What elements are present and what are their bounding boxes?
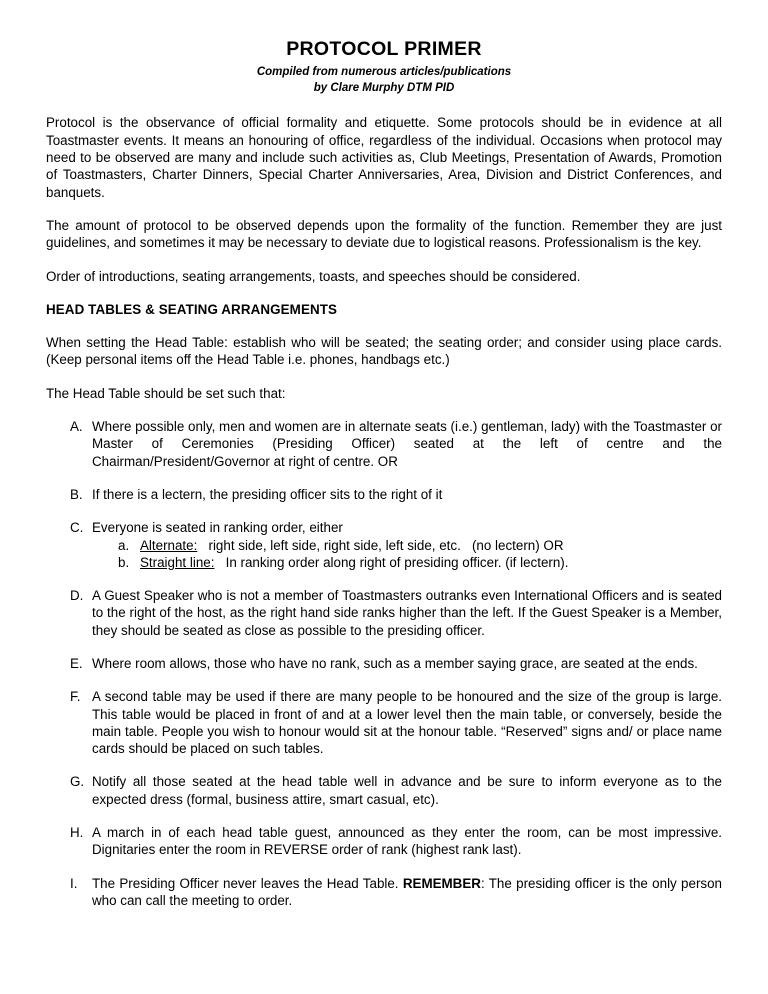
list-item-marker: H.	[70, 825, 84, 841]
document-title: PROTOCOL PRIMER	[286, 38, 482, 60]
list-item-text: Notify all those seated at the head table well in advance and be sure to inform everyone as to the expected dress (formal, business attire, smart casual, etc).	[92, 774, 722, 807]
list-item-text: Everyone is seated in ranking order, either	[92, 520, 343, 536]
list-item-marker: A.	[70, 419, 83, 435]
list-item-text-after: : The presiding officer is the only person who can call the meeting to order.	[92, 875, 722, 908]
sub-list-item-text: In ranking order along right of presiding officer. (if lectern).	[214, 554, 569, 570]
list-item	[46, 875, 722, 910]
list-item	[46, 418, 722, 470]
list-item-text: A Guest Speaker who is not a member of Toastmasters outranks even International Officers and is seated to the right of the host, as the right hand side ranks higher than the left. If the Guest Speaker is a Member, they should be seated as close as possible to the presiding officer.	[92, 588, 722, 638]
paragraph-order-of-introductions: Order of introductions, seating arrangements, toasts, and speeches should be considered.	[46, 268, 581, 284]
sub-list	[92, 537, 722, 572]
sub-list-item-label: Alternate:	[140, 537, 198, 553]
list-item-text: Where room allows, those who have no rank, such as a member saying grace, are seated at the ends.	[92, 655, 698, 671]
list-item	[46, 773, 722, 808]
list-item-marker: F.	[70, 689, 81, 705]
sub-list-item	[92, 554, 722, 571]
list-item	[46, 824, 722, 859]
spacer	[46, 402, 722, 418]
document-subtitle	[46, 65, 722, 96]
list-item-text: A second table may be used if there are many people to be honoured and the size of the group is large. This table would be placed in front of and at a lower level then the main table, or conversely, beside the main table. People you wish to honour would sit at the honour table. “Reserved” signs and/ or place name cards should be placed on such tables.	[92, 689, 722, 757]
list-item-text-before: The Presiding Officer never leaves the Head Table.	[92, 875, 403, 891]
list-item	[46, 655, 722, 672]
sub-list-item-label: Straight line:	[140, 554, 215, 570]
emphasis-remember: REMEMBER	[402, 875, 481, 891]
list-item-marker: E.	[70, 655, 83, 671]
sub-list-item-marker: a.	[118, 537, 130, 553]
sub-list-item	[92, 537, 722, 554]
list-item	[46, 587, 722, 639]
list-item-marker: C.	[70, 520, 84, 536]
paragraph-lead-in: The Head Table should be set such that:	[46, 385, 286, 401]
paragraph-amount-of-protocol: The amount of protocol to be observed depends upon the formality of the function. Remember they are just guidelines, and sometimes it may be necessary to deviate due to logistical reasons. Professionalism is the key.	[46, 217, 722, 251]
list-item	[46, 519, 722, 571]
list-item	[46, 688, 722, 757]
spacer	[46, 96, 722, 114]
seating-rules-list	[46, 418, 722, 909]
subtitle-line-1: Compiled from numerous articles/publications	[256, 66, 512, 79]
paragraph-intro: Protocol is the observance of official formality and etiquette. Some protocols should be in evidence at all Toastmaster events. It means an honouring of office, regardless of the individual. Occasions when protocol may need to be observed are many and include such activities as, Club Meetings, Presentation of Awards, Promotion of Toastmasters, Charter Dinners, Special Charter Anniversaries, Area, Division and District Conferences, and banquets.	[46, 115, 722, 200]
subtitle-line-2: by Clare Murphy DTM PID	[313, 81, 455, 94]
list-item-text: If there is a lectern, the presiding officer sits to the right of it	[92, 486, 443, 502]
list-item-text: Where possible only, men and women are in alternate seats (i.e.) gentleman, lady) with the Toastmaster or Master of Ceremonies (Presiding Officer) seated at the left of centre and the Chairman/President/Governor at right of centre. OR	[92, 419, 722, 469]
list-item-marker: B.	[70, 486, 83, 502]
sub-list-item-marker: b.	[118, 554, 130, 570]
paragraph-when-setting-head-table: When setting the Head Table: establish who will be seated; the seating order; and consider using place cards. (Keep personal items off the Head Table i.e. phones, handbags etc.)	[46, 335, 722, 368]
sub-list-item-text: right side, left side, right side, left side, etc. (no lectern) OR	[197, 537, 564, 553]
spacer	[46, 318, 722, 334]
spacer	[46, 285, 722, 301]
list-item-marker: I.	[70, 875, 78, 891]
list-item	[46, 486, 722, 503]
spacer	[46, 252, 722, 268]
list-item-text: A march in of each head table guest, announced as they enter the room, can be most impressive. Dignitaries enter the room in REVERSE order of rank (highest rank last).	[92, 825, 722, 858]
spacer	[46, 369, 722, 385]
section-heading-head-tables: HEAD TABLES & SEATING ARRANGEMENTS	[46, 301, 338, 317]
spacer	[46, 201, 722, 217]
list-item-marker: G.	[70, 774, 85, 790]
list-item-text	[92, 875, 722, 910]
list-item-marker: D.	[70, 588, 84, 604]
